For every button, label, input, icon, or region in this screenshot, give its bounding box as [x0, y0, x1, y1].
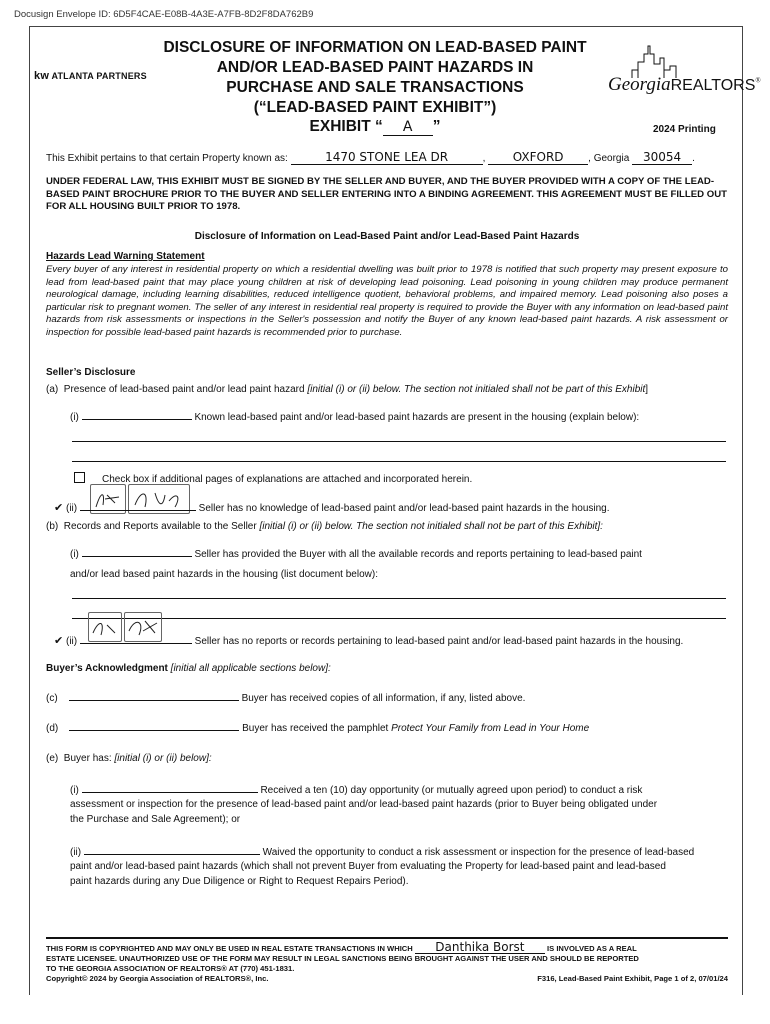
- buyer-heading: Buyer’s Acknowledgment: [46, 663, 168, 674]
- checkbox-label: Check box if additional pages of explanations are attached and incorporated herein.: [102, 474, 473, 485]
- footer-copyright-notice: THIS FORM IS COPYRIGHTED AND MAY ONLY BE USED IN REAL ESTATE TRANSACTIONS IN WHICH: [46, 944, 413, 953]
- checkmark-icon: ✔: [54, 502, 64, 514]
- seller-a-text: Presence of lead-based paint and/or lead paint hazard: [63, 384, 305, 395]
- buyer-e-ii-text: Waived the opportunity to conduct a risk assessment or inspection for the presence of lead-based: [262, 847, 695, 858]
- printing-year: 2024 Printing: [653, 124, 716, 135]
- buyer-e-i-text2: assessment or inspection for the presence of lead-based paint and/or lead-based paint hazards (prior to Buyer being obligated under: [70, 799, 658, 810]
- buyer-e-row: [46, 752, 212, 765]
- buyer-c-text: Buyer has received copies of all information, if any, listed above.: [241, 693, 526, 704]
- footer-line-2: ESTATE LICENSEE. UNAUTHORIZED USE OF THE FORM MAY RESULT IN LEGAL SANCTIONS BEING BROUGHT AGAINST THE USER AND SHOULD BE REPORTED: [46, 954, 639, 963]
- buyer-e-ii-initial-field[interactable]: [84, 845, 260, 855]
- title-line: PURCHASE AND SALE TRANSACTIONS: [226, 79, 524, 96]
- seller-b-i-label: (i): [70, 549, 79, 560]
- exhibit-prefix: EXHIBIT “: [309, 118, 383, 135]
- seller-a-i-row: [70, 410, 639, 424]
- section-heading: Disclosure of Information on Lead-Based Paint and/or Lead-Based Paint Hazards: [194, 231, 580, 242]
- explain-line[interactable]: [72, 441, 726, 442]
- seller-b-ii-text: Seller has no reports or records pertaining to lead-based paint and/or lead-based paint hazards in the housing.: [194, 636, 684, 647]
- buyer-c-row: [46, 691, 525, 705]
- seller-b-ii-initial-field[interactable]: [80, 634, 192, 644]
- buyer-e-i-label: (i): [70, 785, 79, 796]
- seller-b-i-text2: and/or lead based paint hazards in the housing (list document below):: [70, 569, 378, 580]
- seller-b-ii-label: (ii): [66, 636, 78, 647]
- additional-pages-checkbox[interactable]: [74, 472, 85, 483]
- georgia-realtors-wordmark: GeorgiaREALTORS®: [608, 74, 761, 95]
- exhibit-suffix: ”: [432, 118, 441, 135]
- seller-a-note: [initial (i) or (ii) below. The section not initialed shall not be part of this Exhibit: [307, 384, 646, 395]
- buyer-e-i-row: [70, 783, 726, 797]
- buyer-e-ii-text3: paint hazards during any Due Diligence or Right to Request Repairs Period).: [70, 876, 409, 887]
- buyer-heading-row: [46, 662, 331, 675]
- buyer-c-label: (c): [46, 693, 58, 704]
- seller-b-i-text: Seller has provided the Buyer with all the available records and reports pertaining to lead-based paint: [194, 549, 642, 560]
- hazards-body: Every buyer of any interest in residential property on which a residential dwelling was built prior to 1978 is notified that such property may present exposure to lead from lead-based paint that may place young children at risk of developing lead poisoning. Lead poisoning in young children may produce permanent neurological damage, including learning disabilities, reduced intelligence quotient, behavioral problems, and impaired memory. Lead poisoning also poses a particular risk to pregnant women. The seller of any interest in residential real property is required to provide the Buyer with any information on lead-based paint hazards from risk assessments or inspections in the Seller's possession and notify the Buyer of any known lead-based paint hazards. A risk assessment or inspection for possible lead-based paint hazards is recommended prior to purchase.: [46, 264, 728, 338]
- seller-a-close: ]: [645, 384, 649, 395]
- buyer-e-text: Buyer has:: [63, 753, 112, 764]
- seller-a-i-initial-field[interactable]: [82, 410, 192, 420]
- wordmark-caps: REALTORS: [670, 77, 756, 94]
- kw-mark: kw: [34, 70, 50, 82]
- seller-heading: Seller’s Disclosure: [46, 367, 136, 378]
- buyer-e-note: [initial (i) or (ii) below]:: [114, 753, 212, 764]
- footer-line-4: [46, 974, 728, 984]
- buyer-e-ii-label: (ii): [70, 847, 82, 858]
- federal-warning: UNDER FEDERAL LAW, THIS EXHIBIT MUST BE SIGNED BY THE SELLER AND BUYER, AND THE BUYER PROVIDED WITH A COPY OF THE LEAD-BASED PAINT BROCHURE PRIOR TO THE BUYER AND SELLER ENTERING INTO A BINDING AGREEMENT. THIS AGREEMENT MUST BE FILLED OUT FOR ALL HOUSING BUILT PRIOR TO 1978.: [46, 176, 728, 212]
- form-title: [110, 38, 640, 118]
- seller-a-label: (a): [46, 384, 59, 395]
- title-line: (“LEAD-BASED PAINT EXHIBIT”): [253, 99, 497, 116]
- seller-b-row: [46, 520, 730, 533]
- buyer-d-title: Protect Your Family from Lead in Your Home: [391, 723, 590, 734]
- seller-a-i-label: (i): [70, 412, 79, 423]
- property-state: , Georgia: [588, 153, 630, 164]
- seller-a-row: [46, 383, 730, 396]
- seller-a-ii-row: [54, 501, 610, 515]
- hazards-title: Hazards Lead Warning Statement: [46, 251, 205, 262]
- footer-form-id: F316, Lead-Based Paint Exhibit, Page 1 of 2, 07/01/24: [537, 974, 728, 983]
- wordmark-script: Georgia: [608, 74, 671, 95]
- footer-copyright: Copyright© 2024 by Georgia Association of REALTORS®, Inc.: [46, 974, 269, 983]
- footer-rule: [46, 937, 728, 939]
- buyer-e-label: (e): [46, 753, 59, 764]
- seller-b-i-row: [70, 547, 642, 561]
- title-line: DISCLOSURE OF INFORMATION ON LEAD-BASED PAINT: [163, 39, 587, 56]
- document-list-line[interactable]: [72, 618, 726, 619]
- buyer-e-i-text3: the Purchase and Sale Agreement); or: [70, 814, 241, 825]
- property-line: This Exhibit pertains to that certain Property known as: 1470 STONE LEA DR , OXFORD , Georgia 30054 .: [46, 150, 695, 164]
- exhibit-line: [110, 118, 640, 136]
- seller-a-ii-initial-field[interactable]: [80, 501, 196, 511]
- property-lead: This Exhibit pertains to that certain Property known as:: [46, 153, 288, 164]
- seller-b-ii-row: [54, 634, 683, 648]
- seller-a-ii-label: (ii): [66, 503, 78, 514]
- licensee-name-field[interactable]: Danthika Borst: [415, 942, 545, 954]
- brokerage-name: ATLANTA PARTNERS: [51, 71, 147, 81]
- seller-b-i-initial-field[interactable]: [82, 547, 192, 557]
- buyer-d-row: [46, 721, 589, 735]
- buyer-heading-note: [initial all applicable sections below]:: [170, 663, 331, 674]
- buyer-c-initial-field[interactable]: [69, 691, 239, 701]
- footer-line-3: TO THE GEORGIA ASSOCIATION OF REALTORS® AT (770) 451-1831.: [46, 964, 295, 973]
- buyer-d-label: (d): [46, 723, 59, 734]
- envelope-id: Docusign Envelope ID: 6D5F4CAE-E08B-4A3E-A7FB-8D2F8DA762B9: [14, 9, 314, 20]
- title-line: AND/OR LEAD-BASED PAINT HAZARDS IN: [216, 59, 534, 76]
- footer-line1-end: IS INVOLVED AS A REAL: [547, 944, 637, 953]
- exhibit-letter-field[interactable]: A: [383, 119, 433, 136]
- property-address-field[interactable]: 1470 STONE LEA DR: [291, 150, 483, 165]
- explain-line[interactable]: [72, 461, 726, 462]
- buyer-d-initial-field[interactable]: [69, 721, 239, 731]
- buyer-d-text: Buyer has received the pamphlet: [242, 723, 389, 734]
- seller-b-note: [initial (i) or (ii) below. The section not initialed shall not be part of this Exhibit]:: [259, 521, 603, 532]
- form-footer: [46, 942, 728, 984]
- property-city-field[interactable]: OXFORD: [488, 150, 588, 165]
- buyer-e-ii-text2: paint and/or lead-based paint hazards (which shall not prevent Buyer from evaluating the Property for lead-based paint and lead-based: [70, 861, 666, 872]
- buyer-e-i-text: Received a ten (10) day opportunity (or mutually agreed upon period) to conduct a risk: [260, 785, 643, 796]
- checkmark-icon: ✔: [54, 635, 64, 647]
- seller-a-ii-text: Seller has no knowledge of lead-based paint and/or lead-based paint hazards in the housing.: [198, 503, 610, 514]
- seller-a-i-text: Known lead-based paint and/or lead-based paint hazards are present in the housing (explain below):: [194, 412, 640, 423]
- document-list-line[interactable]: [72, 598, 726, 599]
- property-zip-field[interactable]: 30054: [632, 150, 692, 165]
- seller-b-text: Records and Reports available to the Seller: [63, 521, 257, 532]
- buyer-e-i-initial-field[interactable]: [82, 783, 258, 793]
- buyer-e-ii-row: [70, 845, 726, 859]
- footer-line-1: [46, 942, 728, 954]
- seller-b-label: (b): [46, 521, 59, 532]
